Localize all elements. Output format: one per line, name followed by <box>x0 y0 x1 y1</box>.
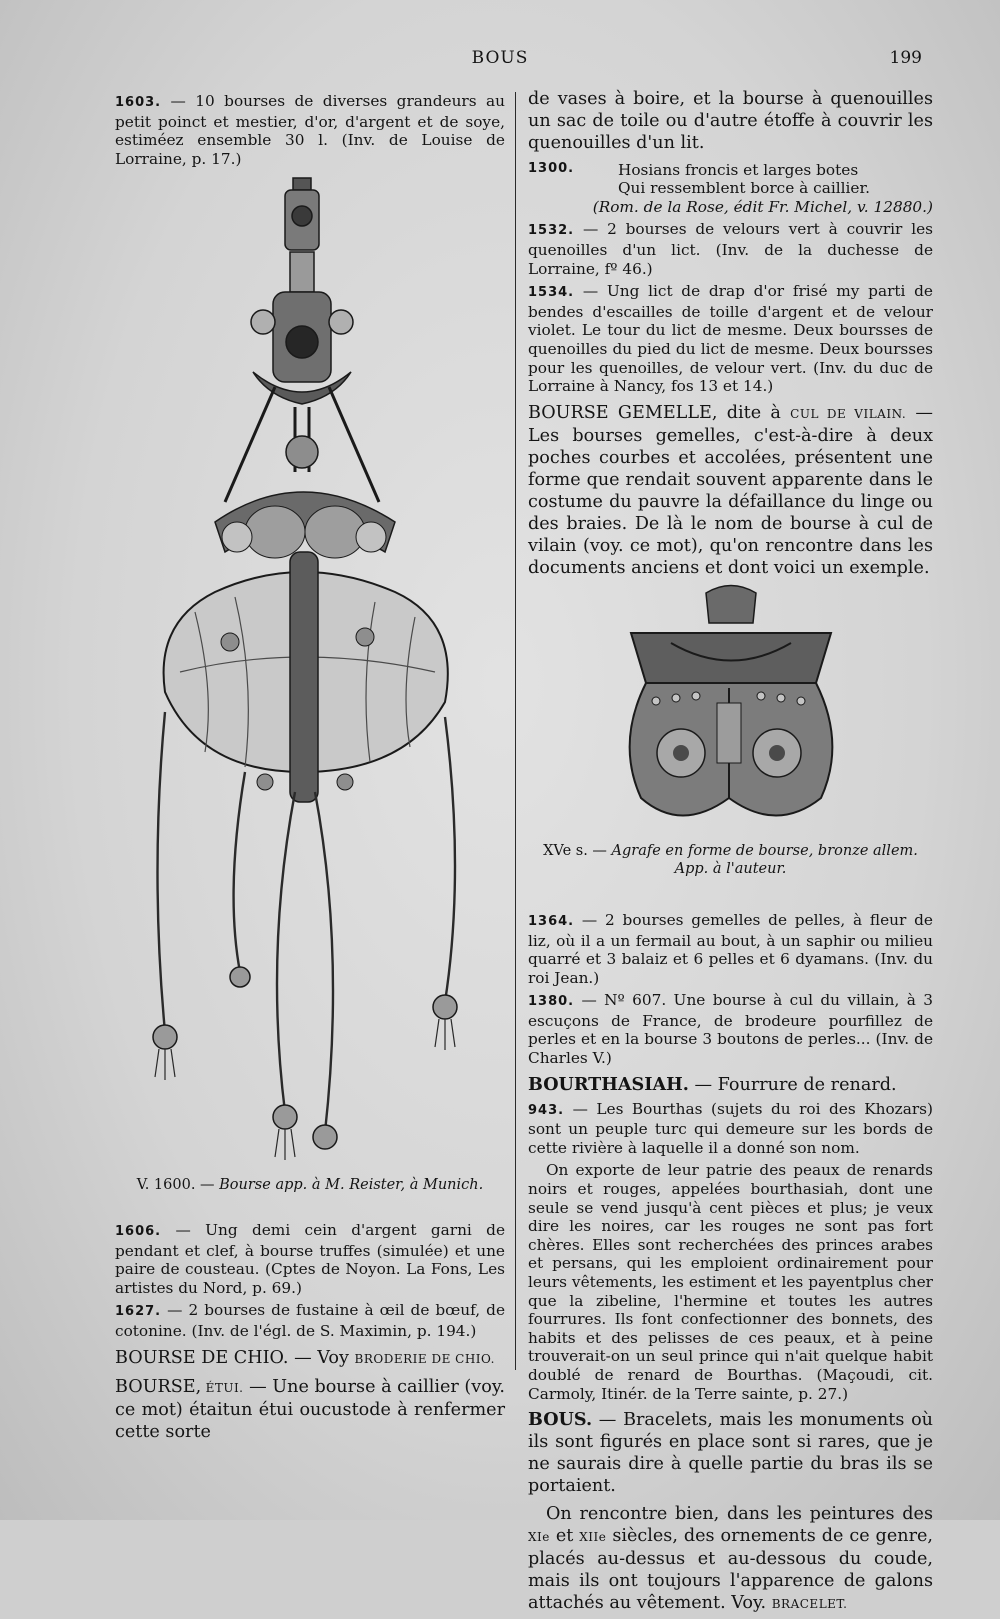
figure-1-caption <box>115 1176 505 1195</box>
spacer <box>528 883 933 911</box>
heading-text: — Une bourse à caillier (voy. ce mot) étaitun étui oucustode à renfermer cette sorte <box>115 1376 506 1442</box>
verse-line-2: Qui ressemblent borce à caillier. <box>618 179 870 198</box>
cross-reference: BRACELET. <box>771 1597 848 1612</box>
entry-number: 1606. <box>115 1223 162 1239</box>
entry-number: 1603. <box>115 95 162 110</box>
heading-text: — Voy <box>288 1347 355 1368</box>
caption-source: App. à l'auteur. <box>674 861 787 878</box>
headword: BOUS. <box>528 1409 593 1431</box>
entry-text: — Ung demi cein d'argent garni de pendant et clef, à bourse truffes (simulée) et une paire de cousteau. (Cptes de Noyon. La Fons, Les artistes du Nord, p. 69.) <box>115 1220 505 1297</box>
entry-943-continued: On exporte de leur patrie des peaux de renards noirs et rouges, appelées bourthasiah, dont une seule se vend jusqu'à cent pièces et plus; je veux dire les noires, car les rouges ne sont pas fort chères. Elles sont recherchées des princes arabes et persans, qui les emploient ordinairement pour leurs vêtements, les estiment et les payentplus cher que la zibeline, l'hermine et toutes les autres fourrures. Ils font confectionner des bonnets, des habits et des pelisses de ces peaux, et à peine trouverait-on un seul prince qui n'ait quelque habit doublé de renard de Bourthas. (Maçoudi, cit. Carmoly, Itinér. de la Terre sainte, p. 27.) <box>528 1161 933 1403</box>
verse-source: (Rom. de la Rose, édit Fr. Michel, v. 12880.) <box>592 197 933 216</box>
article-bous <box>528 1409 933 1497</box>
headword: BOURSE GEMELLE, <box>528 402 718 423</box>
caption-date: V. 1600. — <box>136 1177 220 1194</box>
entry-number: 1532. <box>528 223 575 239</box>
entry-text: — Les Bourthas (sujets du roi des Khozars) sont un peuple turc qui demeure sur les bords de cette rivière à laquelle il a donné son nom. <box>528 1099 933 1157</box>
article-text: — Les bourses gemelles, c'est-à-dire à deux poches courbes et accolées, présentent une forme que rendait souvent apparente dans le costume du pauvre la défaillance du linge ou des braies. De là le nom de bourse à cul de vilain (voy. ce mot), qu'on rencontre dans les documents anciens et dont voici un exemple. <box>528 402 934 578</box>
article-bourthasiah <box>528 1074 933 1096</box>
entry-text: — 10 bourses de diverses grandeurs au petit poinct et mestier, d'or, d'argent et de soye, estiméez ensemble 30 l. (Inv. de Louise de Lorraine, p. 17.) <box>115 92 505 168</box>
century-xii: XIIe <box>579 1530 607 1545</box>
heading-bourse-etui <box>115 1376 505 1443</box>
entry-text: — 2 bourses de velours vert à couvrir les quenoilles d'un lict. (Inv. de la duchesse de Lorraine, fº 46.) <box>528 220 933 278</box>
left-column <box>115 92 505 1447</box>
entry-1380 <box>528 991 933 1067</box>
century-xi: XIe <box>528 1530 550 1545</box>
entry-1534 <box>528 282 933 396</box>
subheadword: ÉTUI. <box>201 1380 244 1395</box>
article-text: — Fourrure de renard. <box>688 1074 897 1095</box>
article-bourse-gemelle <box>528 402 933 579</box>
entry-text: — Ung lict de drap d'or frisé my parti de bendes d'escailles de toille d'argent et de velour violet. Le tour du lict de mesme. Deux boursses de quenoilles du pied du lict de mesme. Deux boursses pour les quenoilles, de velour vert. (Inv. du duc de Lorraine à Nancy, fos 13 et 14.) <box>528 282 933 396</box>
right-column <box>528 88 933 1619</box>
caption-text: Agrafe en forme de bourse, bronze allem. <box>611 842 918 859</box>
headword: BOURSE, <box>115 1376 202 1397</box>
header-title: BOUS <box>471 48 529 68</box>
entry-text: — 2 bourses de fustaine à œil de bœuf, de cotonine. (Inv. de l'égl. de S. Maximin, p. 194.) <box>115 1301 505 1340</box>
entry-1364 <box>528 911 933 987</box>
spacer <box>115 1199 505 1221</box>
entry-number: 1380. <box>528 994 575 1010</box>
entry-number: 1627. <box>115 1304 162 1320</box>
article-text: et <box>549 1526 580 1547</box>
continued-text: de vases à boire, et la bourse à quenouilles un sac de toile ou d'autre étoffe à couvrir les quenouilles d'un lit. <box>528 89 933 153</box>
entry-1606 <box>115 1221 505 1297</box>
entry-943 <box>528 1100 933 1158</box>
caption-date: XVe s. — <box>543 842 612 859</box>
double-purse-clasp-illustration <box>611 583 851 838</box>
figure-2-caption <box>528 842 933 879</box>
article-text: — Bracelets, mais les monuments où ils sont figurés en place sont si rares, que je ne saurais dire à quelle partie du bras ils se portaient. <box>528 1410 933 1497</box>
article-text: siècles, des ornements de ce genre, placés au-dessus et au-dessous du coude, mais ils ont toujours l'apparence de galons attachés au vêtement. Voy. <box>528 1526 933 1614</box>
purse-illustration-munich <box>145 172 475 1172</box>
entry-number: 1364. <box>528 913 575 929</box>
entry-text: — Nº 607. Une bourse à cul du villain, à 3 escuçons de France, de brodeure pourfillez de perles et en la bourse 3 boutons de perles... (Inv. de Charles V.) <box>528 991 933 1068</box>
heading-text: dite à <box>717 402 791 423</box>
cross-reference: BRODERIE DE CHIO. <box>354 1351 495 1366</box>
caption-text: Bourse app. à M. Reister, à Munich. <box>219 1177 484 1194</box>
running-header <box>0 48 1000 76</box>
entry-1627 <box>115 1301 505 1340</box>
column-divider <box>515 92 516 1370</box>
entry-number: 943. <box>528 1102 565 1118</box>
heading-bourse-de-chio <box>115 1347 505 1370</box>
entry-1532 <box>528 220 933 278</box>
entry-1603 <box>115 92 505 168</box>
entry-number: 1534. <box>528 285 575 301</box>
entry-text: — 2 bourses gemelles de pelles, à fleur de liz, où il a un fermail au bout, à un saphir ou milieu quarré et 3 balaiz et 6 pelles et 6 dyamans. (Inv. du roi Jean.) <box>528 910 933 987</box>
headword: BOURTHASIAH. <box>528 1073 689 1095</box>
article-text: On rencontre bien, dans les peintures des <box>546 1504 933 1525</box>
verse-line-1: Hosians froncis et larges botes <box>618 160 859 179</box>
entry-number: 1300. <box>528 161 575 176</box>
headword: BOURSE DE CHIO. <box>115 1347 289 1368</box>
cross-reference: CUL DE VILAIN. <box>790 406 907 421</box>
page-number: 199 <box>889 48 922 68</box>
